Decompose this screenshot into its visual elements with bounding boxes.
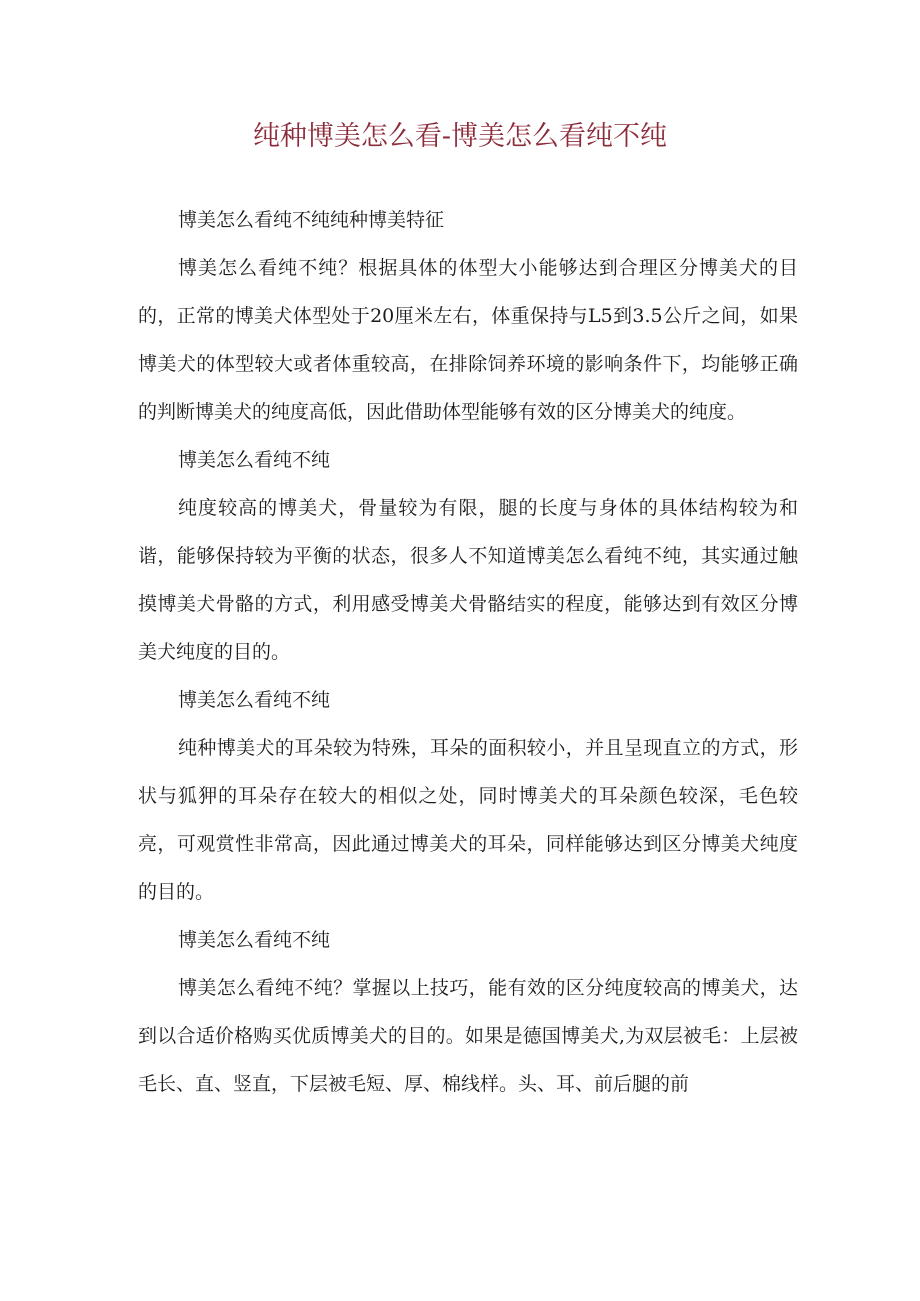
paragraph: 博美怎么看纯不纯？根据具体的体型大小能够达到合理区分博美犬的目的，正常的博美犬体型处于20厘米左右，体重保持与L5到3.5公斤之间，如果博美犬的体型较大或者体重较高，在排除饲养环境的影响条件下，均能够正确的判断博美犬的纯度高低，因此借助体型能够有效的区分博美犬的纯度。	[138, 257, 798, 423]
paragraph: 博美怎么看纯不纯？掌握以上技巧，能有效的区分纯度较高的博美犬，达到以合适价格购买优质博美犬的目的。如果是德国博美犬,为双层被毛：上层被毛长、直、竖直，下层被毛短、厚、棉线样。头、耳、前后腿的前	[138, 977, 798, 1095]
page-title: 纯种博美怎么看-博美怎么看纯不纯	[252, 121, 668, 152]
section-heading: 博美怎么看纯不纯	[178, 929, 331, 951]
document-body	[138, 196, 798, 1108]
paragraph: 纯度较高的博美犬，骨量较为有限，腿的长度与身体的具体结构较为和谐，能够保持较为平衡的状态，很多人不知道博美怎么看纯不纯，其实通过触摸博美犬骨骼的方式，利用感受博美犬骨骼结实的程度，能够达到有效区分博美犬纯度的目的。	[138, 497, 798, 663]
section-heading: 博美怎么看纯不纯	[178, 689, 331, 711]
section-heading: 博美怎么看纯不纯纯种博美特征	[178, 209, 445, 231]
paragraph: 纯种博美犬的耳朵较为特殊，耳朵的面积较小，并且呈现直立的方式，形状与狐狎的耳朵存在较大的相似之处，同时博美犬的耳朵颜色较深，毛色较亮，可观赏性非常高，因此通过博美犬的耳朵，同样能够达到区分博美犬纯度的目的。	[138, 737, 798, 903]
section-heading: 博美怎么看纯不纯	[178, 449, 331, 471]
